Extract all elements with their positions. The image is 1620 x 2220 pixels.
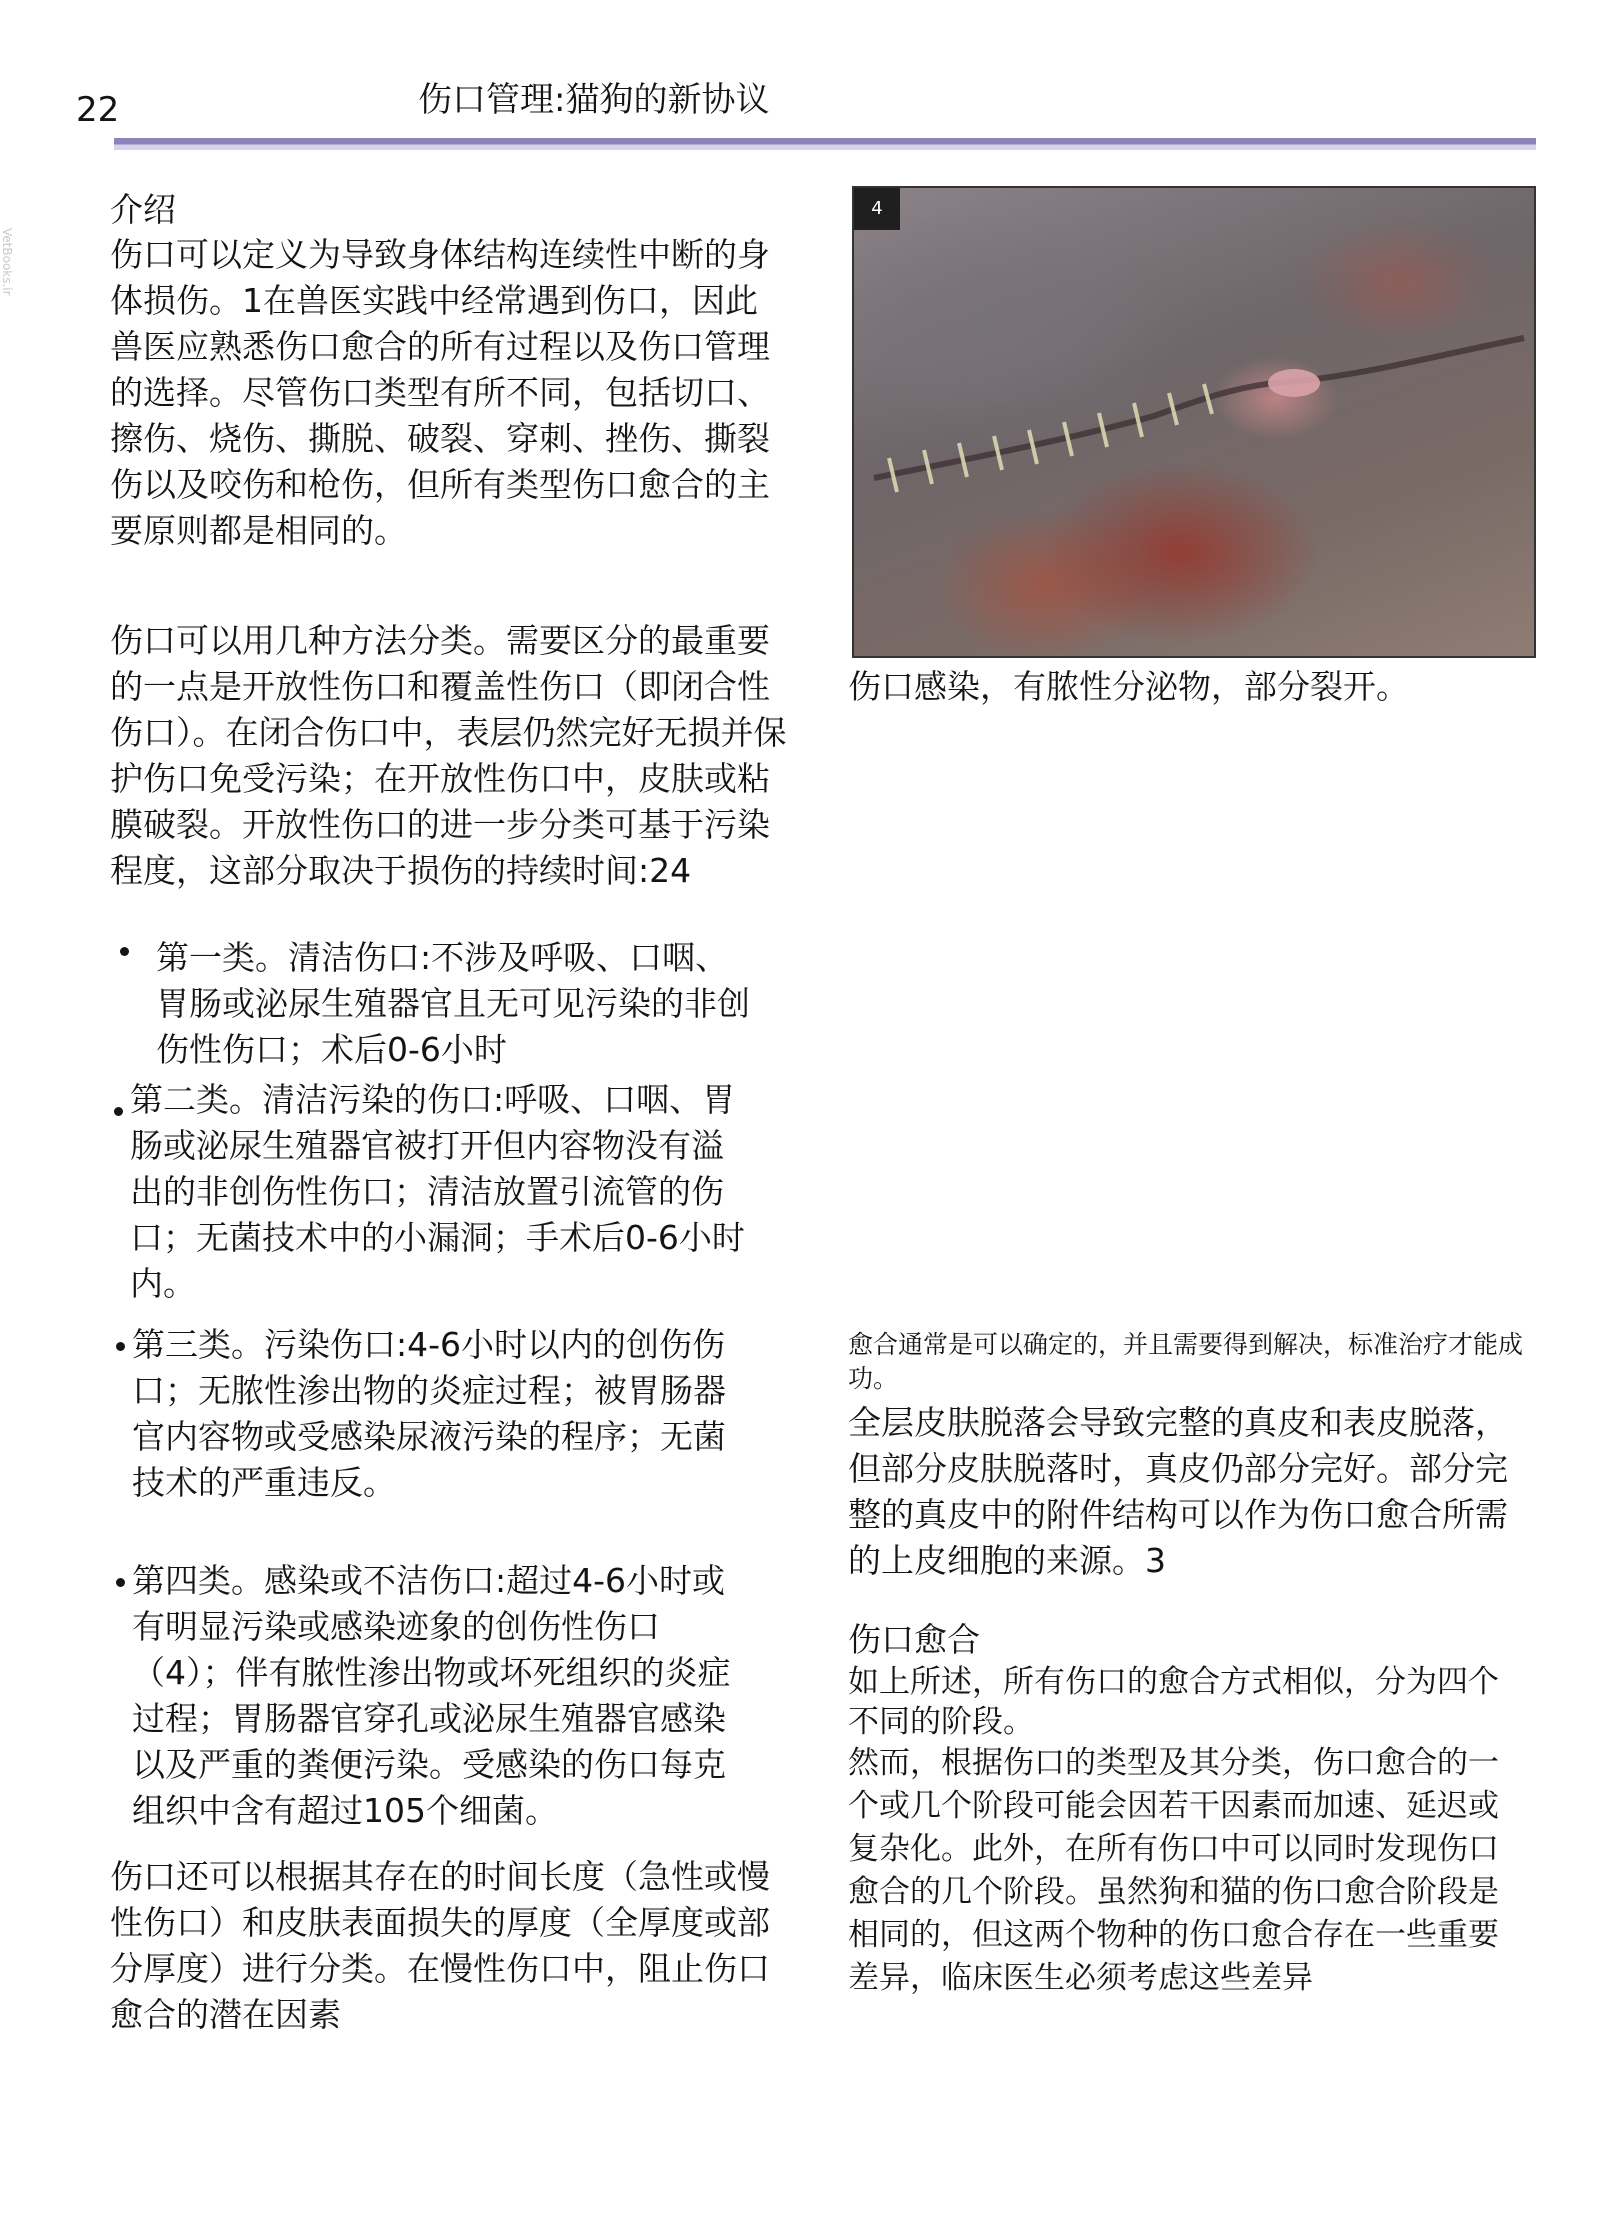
wound-healing-heading: 伤口愈合 bbox=[848, 1620, 980, 1659]
left-closing-text: 伤口还可以根据其存在的时间长度（急性或慢性伤口）和皮肤表面损失的厚度（全厚度或部分厚度）进行分类。在慢性伤口中，阻止伤口愈合的潜在因素 bbox=[110, 1857, 770, 2034]
classification-paragraph bbox=[110, 618, 790, 894]
class-item-2 bbox=[110, 1077, 750, 1307]
thickness-text: 全层皮肤脱落会导致完整的真皮和表皮脱落，但部分皮肤脱落时，真皮仍部分完好。部分完整的真皮中的附件结构可以作为伤口愈合所需的上皮细胞的来源。3 bbox=[848, 1403, 1508, 1580]
class-text-2: 第二类。清洁污染的伤口:呼吸、口咽、胃肠或泌尿生殖器官被打开但内容物没有溢出的非创伤性伤口；清洁放置引流管的伤口；无菌技术中的小漏洞；手术后0-6小时内。 bbox=[130, 1080, 745, 1303]
thickness-paragraph bbox=[848, 1400, 1528, 1584]
page-number: 22 bbox=[76, 90, 120, 130]
class-item-4 bbox=[110, 1558, 750, 1834]
intro-paragraph-1: 伤口可以定义为导致身体结构连续性中断的身体损伤。1在兽医实践中经常遇到伤口，因此兽医应熟悉伤口愈合的所有过程以及伤口管理的选择。尽管伤口类型有所不同，包括切口、擦伤、烧伤、撕脱、破裂、穿刺、挫伤、撕裂伤以及咬伤和枪伤，但所有类型伤口愈合的主要原则都是相同的。 bbox=[110, 235, 770, 550]
class-text-3: 第三类。污染伤口:4-6小时以内的创伤伤口；无脓性渗出物的炎症过程；被胃肠器官内容物或受感染尿液污染的程序；无菌技术的严重违反。 bbox=[132, 1325, 726, 1502]
bullet-dot bbox=[114, 1107, 123, 1116]
bullet-dot bbox=[120, 947, 129, 956]
left-closing-paragraph bbox=[110, 1854, 778, 2038]
bullet-dot bbox=[116, 1342, 125, 1351]
header-rule bbox=[114, 138, 1536, 150]
wound-healing-para-2: 然而，根据伤口的类型及其分类，伤口愈合的一个或几个阶段可能会因若干因素而加速、延迟或复杂化。此外，在所有伤口中可以同时发现伤口愈合的几个阶段。虽然狗和猫的伤口愈合阶段是相同的，但这两个物种的伤口愈合存在一些重要差异，临床医生必须考虑这些差异 bbox=[848, 1745, 1499, 1996]
class-text-4: 第四类。感染或不洁伤口:超过4-6小时或有明显污染或感染迹象的创伤性伤口（4）；伴有脓性渗出物或坏死组织的炎症过程；胃肠器官穿孔或泌尿生殖器官感染以及严重的粪便污染。受感染的伤口每克组织中含有超过105个细菌。 bbox=[132, 1561, 731, 1830]
wound-healing-para-1: 如上所述，所有伤口的愈合方式相似，分为四个不同的阶段。 bbox=[848, 1664, 1499, 1740]
watermark: VetBooks.ir bbox=[0, 228, 14, 296]
healing-note bbox=[848, 1328, 1538, 1396]
class-text-1: 第一类。清洁伤口:不涉及呼吸、口咽、胃肠或泌尿生殖器官且无可见污染的非创伤性伤口；术后0-6小时 bbox=[156, 938, 750, 1069]
intro-section bbox=[110, 188, 790, 554]
running-title: 伤口管理:猫狗的新协议 bbox=[418, 80, 770, 120]
class-item-1 bbox=[110, 935, 750, 1073]
suture-line-graphic bbox=[854, 188, 1534, 656]
wound-healing-section bbox=[848, 1618, 1508, 2000]
figure-number-label: 4 bbox=[854, 188, 900, 230]
bullet-dot bbox=[116, 1578, 125, 1587]
wound-photo bbox=[852, 186, 1536, 658]
class-item-3 bbox=[110, 1322, 730, 1506]
intro-heading: 介绍 bbox=[110, 190, 176, 229]
healing-note-text: 愈合通常是可以确定的，并且需要得到解决，标准治疗才能成功。 bbox=[848, 1330, 1524, 1393]
figure-caption: 伤口感染，有脓性分泌物，部分裂开。 bbox=[848, 667, 1409, 706]
intro-paragraph-2: 伤口可以用几种方法分类。需要区分的最重要的一点是开放性伤口和覆盖性伤口（即闭合性伤口）。在闭合伤口中，表层仍然完好无损并保护伤口免受污染；在开放性伤口中，皮肤或粘膜破裂。开放性伤口的进一步分类可基于污染程度，这部分取决于损伤的持续时间:24 bbox=[110, 621, 787, 890]
